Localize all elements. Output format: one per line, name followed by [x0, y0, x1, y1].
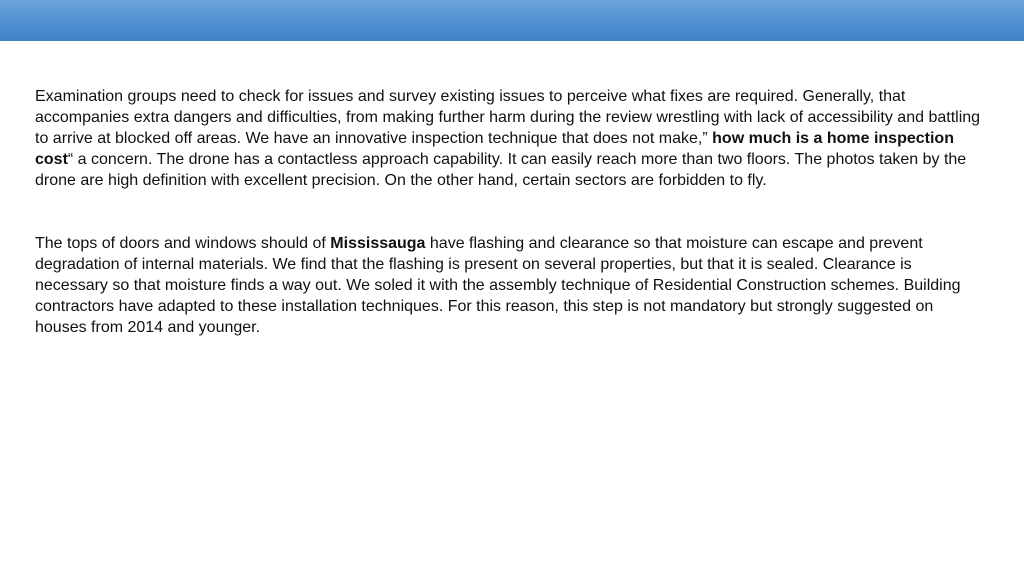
paragraph-flashing-clearance	[35, 233, 985, 338]
keyword-location: Mississauga	[330, 235, 426, 252]
paragraph-text: “ a concern. The drone has a contactless approach capability. It can easily reach more than two floors. The photos taken by the drone are high definition with excellent precision. On the other hand, certain sectors are forbidden to fly.	[35, 151, 967, 189]
keyword-link: how much is a home inspection cost	[35, 130, 954, 168]
paragraph-drone-inspection	[35, 86, 985, 191]
slide-body	[35, 86, 985, 338]
paragraph-text: Examination groups need to check for issues and survey existing issues to perceive what fixes are required. Generally, that accompanies extra dangers and difficulties, from making further harm during the review wrestling with lack of accessibility and battling to arrive at blocked off areas. We have an innovative inspection technique that does not make,”	[35, 88, 981, 147]
paragraph-text: The tops of doors and windows should of	[35, 235, 331, 252]
paragraph-text: have flashing and clearance so that moisture can escape and prevent degradation of internal materials. We find that the flashing is present on several properties, but that it is sealed. Clearance is necessary so that moisture finds a way out. We soled it with the assembly technique of Residential Construction schemes. Building contractors have adapted to these installation techniques. For this reason, this step is not mandatory but strongly suggested on houses from 2014 and younger.	[35, 235, 961, 336]
header-bar	[0, 0, 1024, 41]
